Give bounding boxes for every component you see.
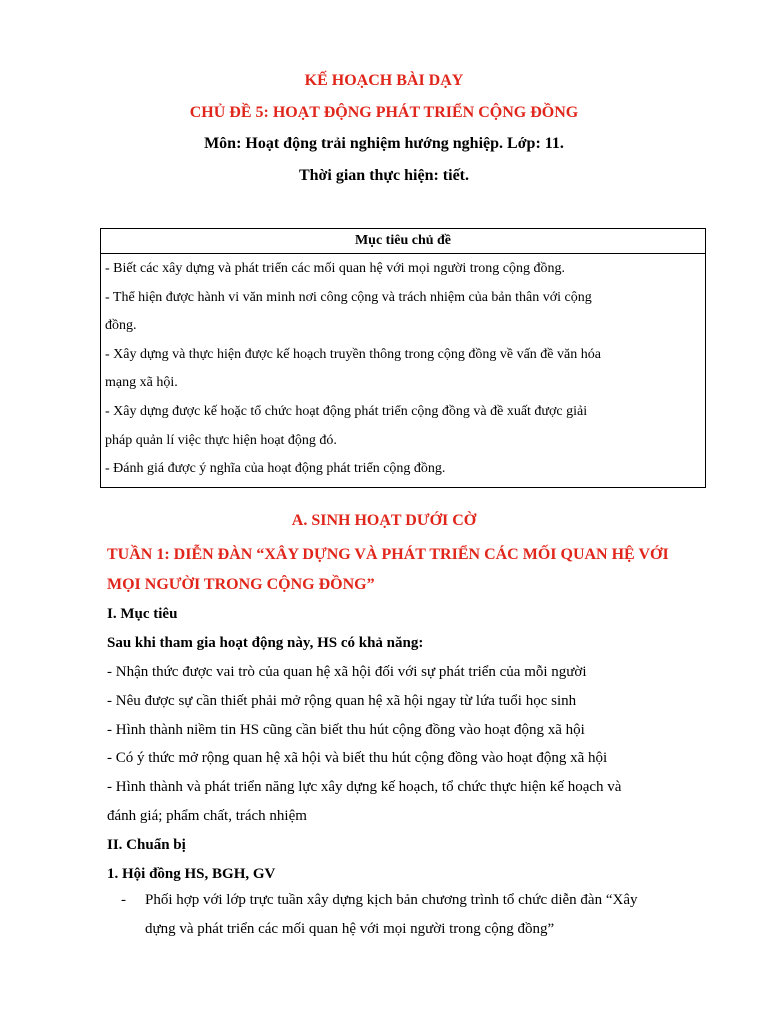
week-heading-line: TUẦN 1: DIỄN ĐÀN “XÂY DỰNG VÀ PHÁT TRIỂN CÁC MỐI QUAN HỆ VỚI <box>107 546 669 563</box>
objectives-table-body <box>101 254 705 484</box>
objective-line: - Đánh giá được ý nghĩa của hoạt động phát triển cộng đồng. <box>105 461 446 477</box>
bullet-line <box>107 886 707 915</box>
objective-line: - Thể hiện được hành vi văn minh nơi công cộng và trách nhiệm của bản thân với cộng <box>105 289 592 305</box>
objective-line: pháp quản lí việc thực hiện hoạt động đó. <box>105 432 337 448</box>
week-heading-line: MỌI NGƯỜI TRONG CỘNG ĐỒNG” <box>107 576 375 593</box>
objective-line: đồng. <box>105 318 137 334</box>
objective-item: - Hình thành niềm tin HS cũng cần biết thu hút cộng đồng vào hoạt động xã hội <box>107 721 585 738</box>
section-content <box>107 600 707 889</box>
objectives-heading: I. Mục tiêu <box>107 606 178 622</box>
section-a-title: A. SINH HOẠT DƯỚI CỜ <box>291 512 477 529</box>
lesson-plan-title: KẾ HOẠCH BÀI DẠY <box>304 72 464 89</box>
objective-line: mạng xã hội. <box>105 375 178 391</box>
objective-item: - Hình thành và phát triển năng lực xây dựng kế hoạch, tổ chức thực hiện kế hoạch và <box>107 779 622 796</box>
objective-item: - Có ý thức mở rộng quan hệ xã hội và biết thu hút cộng đồng vào hoạt động xã hội <box>107 750 608 767</box>
objectives-table-heading: Mục tiêu chủ đề <box>101 229 705 254</box>
prepare-heading: II. Chuẩn bị <box>107 837 186 854</box>
objective-item: - Nêu được sự cần thiết phải mở rộng quan hệ xã hội ngay từ lứa tuổi học sinh <box>107 692 577 709</box>
topic-title: CHỦ ĐỀ 5: HOẠT ĐỘNG PHÁT TRIỂN CỘNG ĐỒNG <box>189 104 579 121</box>
intro-line: Sau khi tham gia hoạt động này, HS có khả năng: <box>107 634 424 651</box>
objective-line: - Xây dựng và thực hiện được kế hoạch truyền thông trong cộng đồng về vấn đề văn hóa <box>105 346 601 362</box>
prepare-bullet <box>107 886 707 944</box>
subject-line: Môn: Hoạt động trải nghiệm hướng nghiệp. Lớp: 11. <box>204 135 564 152</box>
prepare-subheading: 1. Hội đồng HS, BGH, GV <box>107 866 276 883</box>
bullet-dash: - <box>121 892 126 908</box>
objectives-table <box>100 228 706 488</box>
week-1-heading <box>107 540 707 600</box>
objective-item: - Nhận thức được vai trò của quan hệ xã hội đối với sự phát triển của mỗi người <box>107 663 587 680</box>
duration-line: Thời gian thực hiện: tiết. <box>298 167 470 184</box>
objective-line: - Biết các xây dựng và phát triển các mối quan hệ với mọi người trong cộng đồng. <box>105 261 565 276</box>
objective-line: - Xây dựng được kế hoặc tổ chức hoạt động phát triển cộng đồng và đề xuất được giải <box>105 403 588 419</box>
objective-item: đánh giá; phẩm chất, trách nhiệm <box>107 808 307 825</box>
bullet-text: Phối hợp với lớp trực tuần xây dựng kịch bản chương trình tổ chức diễn đàn “Xây <box>145 892 638 908</box>
bullet-line-continued: dựng và phát triển các mối quan hệ với mọi người trong cộng đồng” <box>145 921 555 937</box>
